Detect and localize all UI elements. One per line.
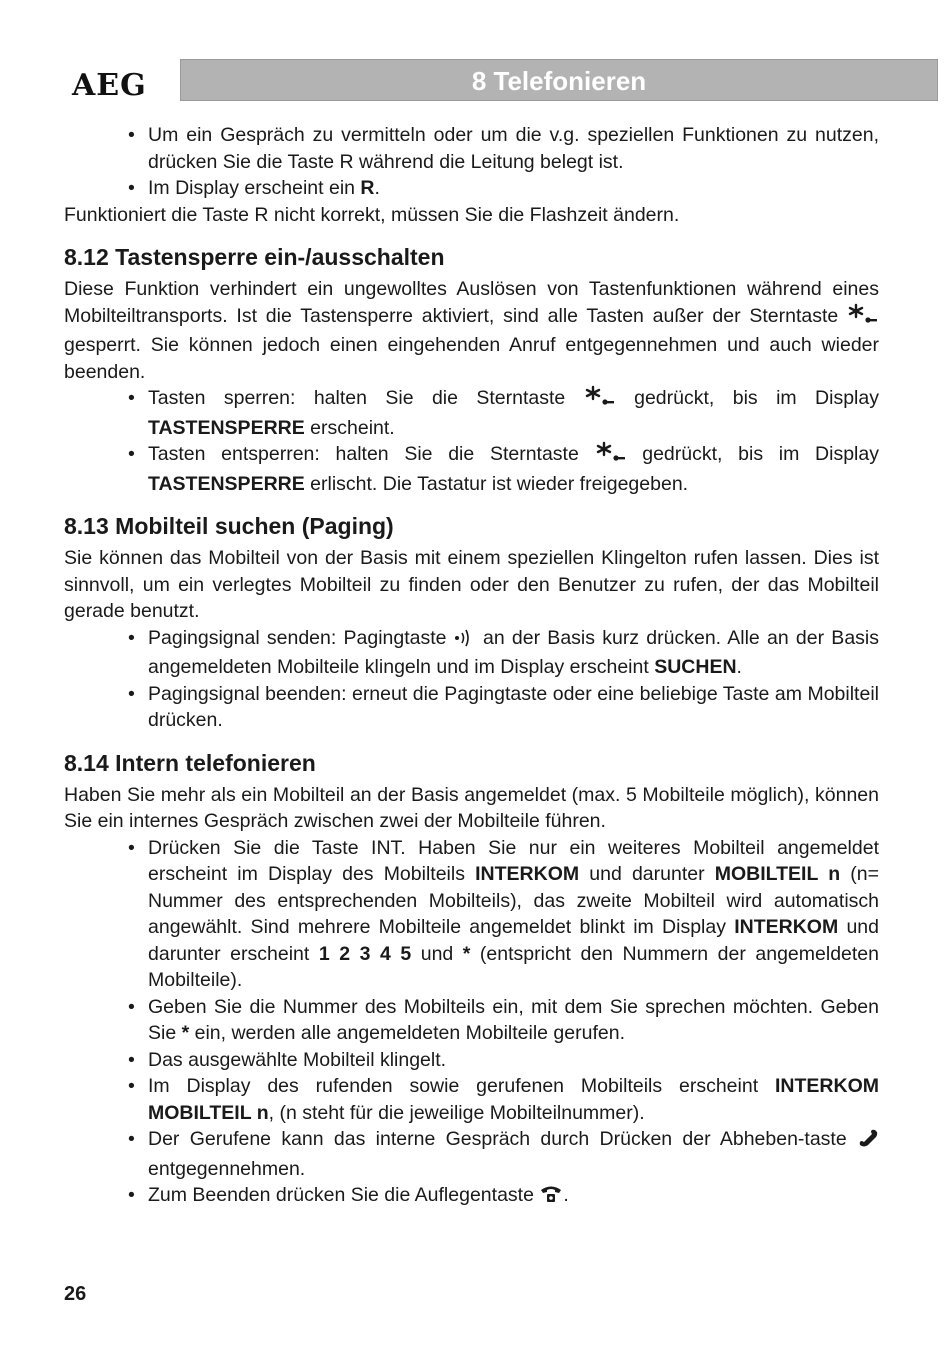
bullet-text: entgegennehmen. xyxy=(148,1157,306,1180)
list-item xyxy=(64,122,879,175)
pickup-key-icon xyxy=(857,1128,879,1156)
chapter-title: 8 Telefonieren xyxy=(471,66,647,96)
list-item xyxy=(64,1073,879,1126)
bold-text: 1 2 3 4 5 xyxy=(318,942,412,965)
bold-text: MOBILTEIL n xyxy=(714,863,841,885)
star-key-icon xyxy=(595,441,627,471)
list-item xyxy=(64,175,879,202)
page-number: 26 xyxy=(64,1283,87,1305)
bullet-text: erlischt. Die Tastatur ist wieder freigegeben. xyxy=(304,472,689,495)
aeg-logo: AEG xyxy=(72,68,147,103)
bullet-text: Im Display erscheint ein xyxy=(148,177,361,199)
bold-text: INTERKOM MOBILTEIL n xyxy=(148,1075,879,1124)
section-heading-8-14: 8.14 Intern telefonieren xyxy=(64,749,316,776)
paragraph-text: Diese Funktion verhindert ein ungewolltes Auslösen von Tastenfunktionen während eines Mobilteiltransports. Ist die Tastensperre aktiviert, sind alle Tasten außer der Sterntaste xyxy=(64,278,879,327)
bold-text: R xyxy=(360,177,375,199)
list-item xyxy=(64,1182,879,1212)
bold-text: INTERKOM xyxy=(475,863,580,885)
bold-text: SUCHEN xyxy=(654,656,737,678)
note-paragraph: Funktioniert die Taste R nicht korrekt, müssen Sie die Flashzeit ändern. xyxy=(64,203,680,226)
list-item xyxy=(64,1047,879,1074)
bullet-text: gedrückt, bis im Display xyxy=(615,387,879,409)
list-item xyxy=(64,1126,879,1182)
bullet-text: Geben Sie die Nummer des Mobilteils ein, mit dem Sie sprechen möchten. Geben Sie xyxy=(148,995,879,1044)
paragraph xyxy=(64,276,879,385)
bullet-text: Der Gerufene kann das interne Gespräch durch Drücken der Abheben-taste xyxy=(148,1128,857,1150)
bold-text: TASTENSPERRE xyxy=(148,416,305,439)
bullet-text: an der Basis kurz drücken. Alle an der Basis angemeldeten Mobilteile klingeln und im Display erscheint xyxy=(148,626,879,678)
star-key-icon xyxy=(847,303,879,333)
list-item xyxy=(64,625,879,681)
bullet-text: Drücken Sie die Taste INT. Haben Sie nur ein weiteres Mobilteil angemeldet erscheint im Display des Mobilteils xyxy=(148,836,879,885)
bullet-text: ein, werden alle angemeldeten Mobilteile gerufen. xyxy=(189,1022,625,1044)
bullet-text: Um ein Gespräch zu vermitteln oder um die v.g. speziellen Funktionen zu nutzen, drücken Sie die Taste R während die Leitung belegt ist. xyxy=(148,124,879,173)
list-item xyxy=(64,994,879,1047)
list-item xyxy=(64,441,879,497)
bullet-text: erscheint. xyxy=(304,416,395,439)
star-key-icon xyxy=(584,385,616,415)
bullet-text: . xyxy=(736,656,742,678)
bullet-text: Das ausgewählte Mobilteil klingelt. xyxy=(148,1048,447,1071)
chapter-title-bar xyxy=(180,59,938,101)
bullet-text: Pagingsignal senden: Pagingtaste xyxy=(148,626,454,649)
hangup-key-icon xyxy=(539,1184,563,1212)
bullet-text: Tasten sperren: halten Sie die Sterntaste xyxy=(148,387,584,409)
bullet-text: Pagingsignal beenden: erneut die Pagingtaste oder eine beliebige Taste am Mobilteil drücken. xyxy=(148,682,879,731)
bullet-text: Zum Beenden drücken Sie die Auflegentaste xyxy=(148,1184,540,1206)
bullet-text: . xyxy=(374,177,380,199)
bullet-text: und darunter erscheint xyxy=(148,916,879,965)
list-item xyxy=(64,681,879,734)
bullet-text: (entspricht den Nummern der angemeldeten Mobilteile). xyxy=(148,942,880,991)
page-header xyxy=(0,55,950,105)
keylock-list xyxy=(64,385,879,497)
paragraph-text: gesperrt. Sie können jedoch einen eingehenden Anruf entgegennehmen und auch wieder beenden. xyxy=(64,334,879,383)
section-heading-8-12: 8.12 Tastensperre ein-/ausschalten xyxy=(64,244,445,270)
bullet-text: Im Display des rufenden sowie gerufenen Mobilteils erscheint xyxy=(148,1075,775,1097)
bullet-text: . xyxy=(563,1184,569,1206)
section-heading-8-13: 8.13 Mobilteil suchen (Paging) xyxy=(64,513,394,539)
bold-text: TASTENSPERRE xyxy=(148,472,305,495)
star-symbol: * xyxy=(462,942,471,965)
star-symbol: * xyxy=(181,1022,190,1044)
paging-list xyxy=(64,625,879,734)
list-item xyxy=(64,835,879,994)
paging-key-icon xyxy=(454,627,476,655)
page-content xyxy=(64,122,879,1212)
intercom-list xyxy=(64,835,879,1212)
bold-text: INTERKOM xyxy=(734,916,839,938)
intro-list xyxy=(64,122,879,202)
list-item xyxy=(64,385,879,441)
paragraph: Haben Sie mehr als ein Mobilteil an der Basis angemeldet (max. 5 Mobilteile möglich), können Sie ein internes Gespräch zwischen zwei der Mobilteile führen. xyxy=(64,783,879,832)
bullet-text: und darunter xyxy=(579,863,715,885)
bullet-text: gedrückt, bis im Display xyxy=(626,443,879,465)
paragraph: Sie können das Mobilteil von der Basis mit einem speziellen Klingelton rufen lassen. Dies ist sinnvoll, um ein verlegtes Mobilteil zu finden oder den Benutzer zu rufen, der das Mobilteil gerade benutzt. xyxy=(64,547,879,622)
bullet-text: Tasten entsperren: halten Sie die Sterntaste xyxy=(148,443,595,465)
bullet-text: (n= Nummer des entsprechenden Mobilteils), das zweite Mobilteil wird automatisch angewählt. Sind mehrere Mobilteile angemeldet blinkt im Display xyxy=(148,863,879,938)
bullet-text: und xyxy=(411,942,463,965)
bullet-text: , (n steht für die jeweilige Mobilteilnummer). xyxy=(268,1101,645,1124)
